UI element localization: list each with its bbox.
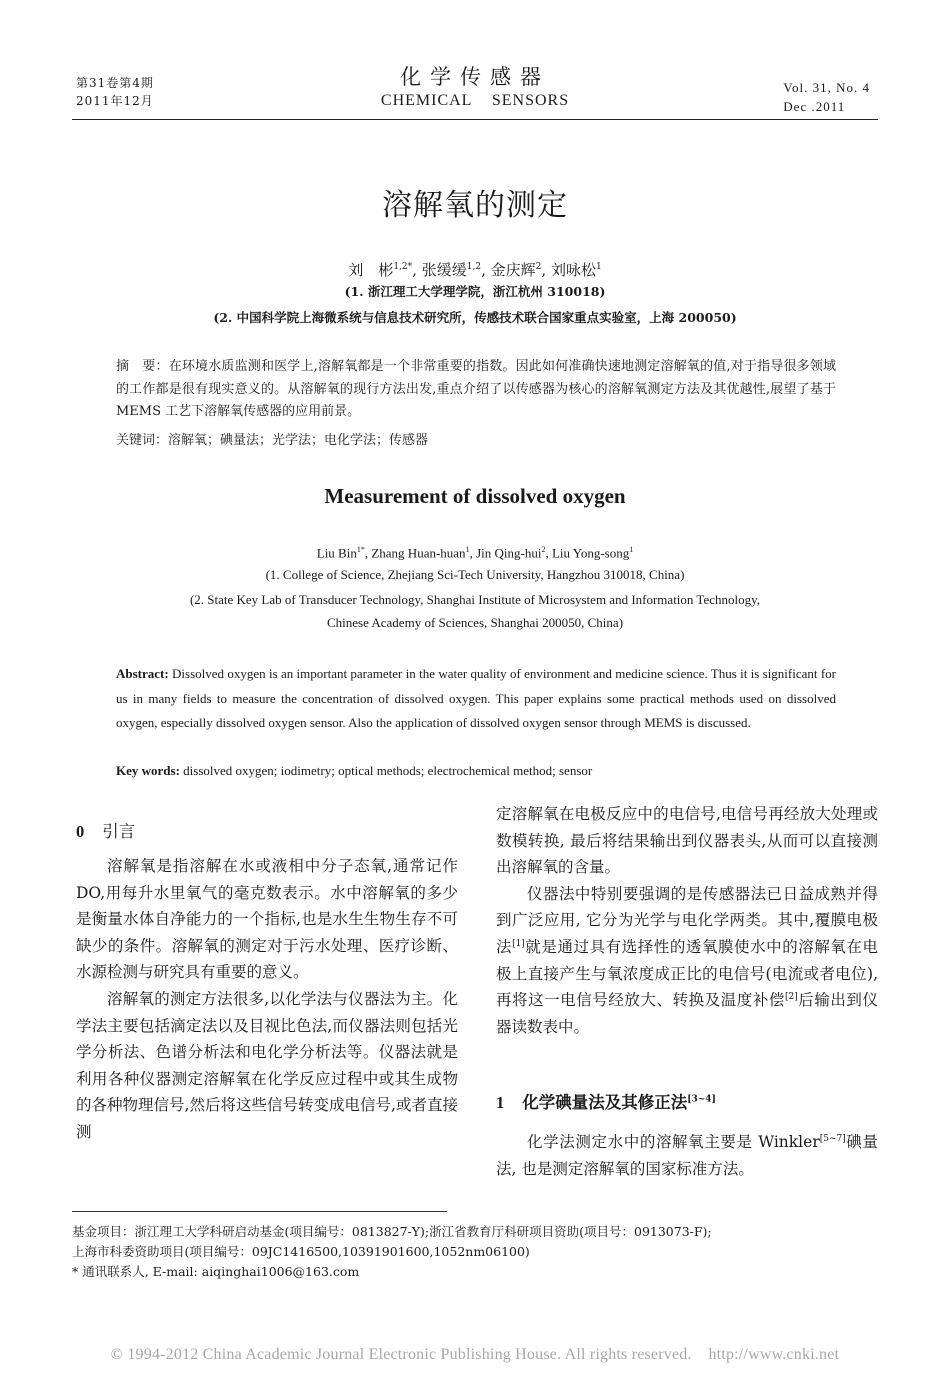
author-sup: 1 bbox=[465, 545, 470, 554]
footnote-funding-1: 基金项目：浙江理工大学科研启动基金(项目编号：0813827-Y);浙江省教育厅科研项目资助(项目号：0913073-F); bbox=[72, 1224, 712, 1239]
abstract-cn: 摘 要：在环境水质监测和医学上,溶解氧都是一个非常重要的指数。因此如何准确快速地测定溶解氧的值,对于指导很多领域的工作都是很有现实意义的。从溶解氧的现行方法出发,重点介绍了以传感器为核心的溶解氧测定方法及其优越性,展望了基于 MEMS 工艺下溶解氧传感器的应用前景。 bbox=[116, 359, 836, 419]
paper-title-en: Measurement of dissolved oxygen bbox=[324, 484, 626, 508]
date-en: Dec .2011 bbox=[783, 99, 846, 114]
author-sup: 1* bbox=[356, 545, 365, 554]
author-sup: 1,2 bbox=[466, 262, 482, 272]
section-number: 0 bbox=[76, 822, 85, 841]
author-sup: 2 bbox=[541, 545, 546, 554]
affiliation-en-3: Chinese Academy of Sciences, Shanghai 200050, China) bbox=[326, 615, 624, 630]
affiliation-cn-2: (2. 中国科学院上海微系统与信息技术研究所，传感技术联合国家重点实验室，上海 200050) bbox=[213, 310, 737, 325]
author-sep: , bbox=[481, 261, 486, 279]
abstract-en bbox=[116, 662, 836, 736]
footnote-funding-2: 上海市科委资助项目(项目编号：09JC1416500,10391901600,1052nm06100) bbox=[72, 1244, 530, 1259]
paragraph bbox=[496, 881, 878, 1041]
author-name: Zhang Huan-huan bbox=[371, 545, 466, 561]
paper-title-cn: 溶解氧的测定 bbox=[382, 188, 568, 223]
authors-cn bbox=[0, 256, 950, 281]
author-sep: , bbox=[412, 261, 417, 279]
paragraph: 溶解氧是指溶解在水或液相中分子态氧,通常记作 DO,用每升水里氧气的毫克数表示。水中溶解氧的多少是衡量水体自净能力的一个指标,也是水生生物生存不可缺少的条件。溶解氧的测定对于污水处理、医疗诊断、水源检测与研究具有重要的意义。 bbox=[76, 857, 458, 982]
affiliation-cn-1: (1. 浙江理工大学理学院，浙江杭州 310018) bbox=[344, 284, 606, 299]
author-sup: 1 bbox=[595, 262, 602, 272]
volume-en: Vol. 31, No. 4 bbox=[783, 80, 870, 95]
author-name: 刘 彬 bbox=[348, 261, 394, 279]
footnotes bbox=[72, 1222, 892, 1282]
abstract-label: Abstract: bbox=[116, 666, 169, 681]
author-sup: 2 bbox=[535, 262, 542, 272]
author-name: 张缓缓 bbox=[421, 261, 467, 279]
citation: [5~7] bbox=[819, 1133, 846, 1144]
paragraph: 溶解氧的测定方法很多,以化学法与仪器法为主。化学法主要包括滴定法以及目视比色法,而仪器法则包括光学分析法、色谱分析法和电化学分析法等。仪器法就是利用各种仪器测定溶解氧在化学反应过程中或其生成物的各种物理信号,然后将这些信号转变成电信号,或者直接测 bbox=[76, 989, 458, 1141]
body-right-column-2 bbox=[496, 1129, 878, 1182]
author-sep: , bbox=[364, 545, 369, 561]
author-sep: , bbox=[541, 261, 547, 279]
section-heading-1 bbox=[496, 1090, 716, 1116]
copyright-notice: © 1994-2012 China Academic Journal Electronic Publishing House. All rights reserved. http://www.cnki.net bbox=[110, 1346, 840, 1363]
author-sep: , bbox=[545, 545, 549, 561]
text-run: 仪器法中特别要强调的是传感器法已日益成熟并得到广泛应用, 它分为光学与电化学两类。其中,覆膜电极法 bbox=[496, 884, 878, 956]
affiliation-en-1: (1. College of Science, Zhejiang Sci-Tech University, Hangzhou 310018, China) bbox=[265, 567, 685, 582]
keywords-en bbox=[116, 761, 836, 781]
citation: [3~4] bbox=[687, 1094, 716, 1105]
footnote-contact: * 通讯联系人, E-mail: aiqinghai1006@163.com bbox=[72, 1264, 360, 1279]
author-sup: 1 bbox=[629, 545, 634, 554]
authors-en bbox=[0, 540, 950, 563]
keywords-text: dissolved oxygen; iodimetry; optical methods; electrochemical method; sensor bbox=[183, 763, 593, 778]
text-run: 后输出到仪器读数表中。 bbox=[496, 991, 878, 1036]
author-name: Liu Yong-song bbox=[551, 545, 630, 561]
citation: [2] bbox=[784, 992, 798, 1002]
author-name: 金庆辉 bbox=[490, 261, 536, 279]
header-rule bbox=[72, 119, 878, 120]
footnote-rule bbox=[72, 1211, 447, 1212]
author-name: Liu Bin bbox=[316, 545, 357, 561]
section-title: 化学碘量法及其修正法 bbox=[522, 1093, 688, 1112]
abstract-text: Dissolved oxygen is an important parameter in the water quality of environment and medicine science. Thus it is significant for us in many fields to measure the concentration of dissolved oxygen. This paper explains some practical methods used on dissolved oxygen, especially dissolved oxygen sensor. Also the application of dissolved oxygen sensor through MEMS is discussed. bbox=[116, 666, 836, 730]
section-heading-0 bbox=[76, 819, 135, 845]
section-number: 1 bbox=[496, 1093, 505, 1112]
text-run: 化学法测定水中的溶解氧主要是 Winkler bbox=[527, 1133, 820, 1151]
paragraph-continued: 定溶解氧在电极反应中的电信号,电信号再经放大处理或数模转换, 最后将结果输出到仪器表头,从而可以直接测出溶解氧的含量。 bbox=[496, 805, 878, 877]
body-left-column bbox=[76, 853, 458, 1146]
date-cn: 2011年12月 bbox=[76, 94, 154, 108]
text-run: 碘量法, 也是测定溶解氧的国家标准方法。 bbox=[496, 1133, 878, 1178]
text-run: 就是通过具有选择性的透氧膜使水中的溶解氧在电极上直接产生与氧浓度成正比的电信号(电流或者电位),再将这一电信号经放大、转换及温度补偿 bbox=[496, 937, 878, 1010]
author-name: 刘咏松 bbox=[550, 261, 596, 279]
citation: [1] bbox=[512, 938, 525, 949]
keywords-cn: 关键词：溶解氧；碘量法；光学法；电化学法；传感器 bbox=[116, 433, 429, 448]
paragraph bbox=[496, 1129, 878, 1182]
journal-title-cn: 化学传感器 bbox=[400, 65, 550, 89]
volume-info bbox=[783, 78, 870, 116]
author-name: Jin Qing-hui bbox=[476, 545, 542, 561]
body-right-column bbox=[496, 801, 878, 1040]
keywords-label: Key words: bbox=[116, 763, 180, 778]
author-sep: , bbox=[469, 545, 473, 561]
issue-cn: 第31卷第4期 bbox=[76, 76, 154, 90]
journal-title-en: CHEMICAL SENSORS bbox=[380, 92, 570, 109]
affiliation-en-2: (2. State Key Lab of Transducer Technology, Shanghai Institute of Microsystem and Information Technology, bbox=[189, 592, 761, 607]
section-title: 引言 bbox=[102, 822, 136, 841]
author-sup: 1,2* bbox=[393, 262, 413, 272]
